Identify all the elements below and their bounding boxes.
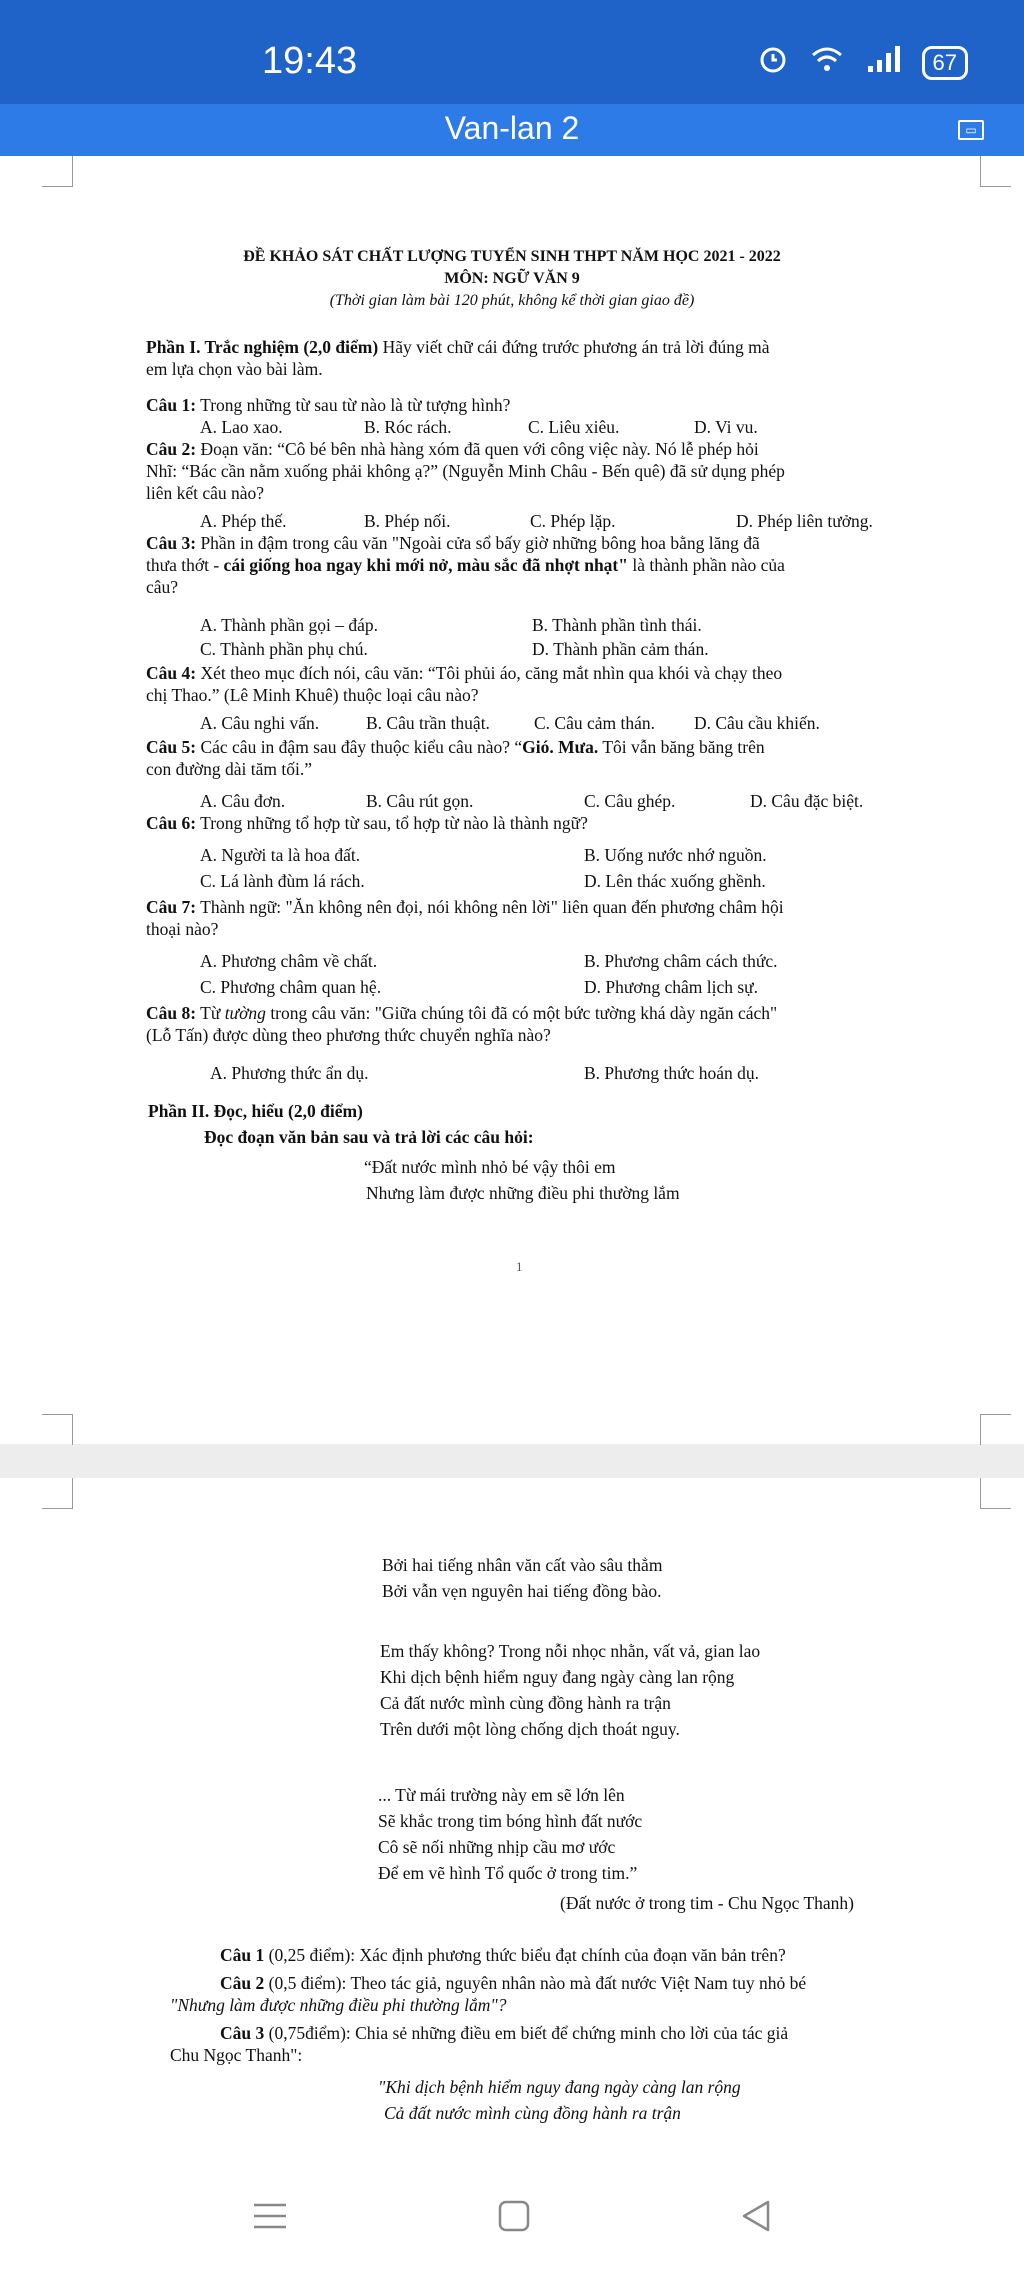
question-text: Đoạn văn: “Cô bé bên nhà hàng xóm đã quen với công việc này. Nó lễ phép hỏi xyxy=(196,439,759,459)
question-2-line3: liên kết câu nào? xyxy=(146,483,265,503)
q4-option-b: B. Câu trần thuật. xyxy=(366,713,490,733)
alarm-icon xyxy=(758,44,788,82)
quote-line: "Khi dịch bệnh hiểm nguy đang ngày càng lan rộng xyxy=(378,2077,741,2097)
reading-question-2 xyxy=(220,1972,806,1994)
quote-line: Cả đất nước mình cùng đồng hành ra trận xyxy=(384,2103,681,2123)
document-title: Van-lan 2 xyxy=(444,110,580,146)
poem-line: Cô sẽ nối những nhịp cầu mơ ước xyxy=(378,1837,616,1857)
q1-option-c: C. Liêu xiêu. xyxy=(528,417,620,437)
home-icon[interactable] xyxy=(494,2196,534,2241)
question-label: Câu 6: xyxy=(146,813,197,833)
question-label: Câu 2: xyxy=(146,439,197,459)
crop-mark xyxy=(42,1414,73,1445)
part1-instruction-text: Hãy viết chữ cái đứng trước phương án trả lời đúng mà xyxy=(378,337,770,357)
reading-question-2-line2: "Nhưng làm được những điều phi thường lắm"? xyxy=(170,1995,507,2015)
q2-option-a: A. Phép thế. xyxy=(200,511,287,531)
part2-heading: Phần II. Đọc, hiểu (2,0 điểm) xyxy=(148,1101,363,1121)
question-3 xyxy=(146,532,760,554)
q5-option-a: A. Câu đơn. xyxy=(200,791,286,811)
wifi-icon xyxy=(810,44,844,82)
question-label: Câu 7: xyxy=(146,897,197,917)
question-label: Câu 3 xyxy=(220,2023,265,2043)
q1-option-d: D. Vi vu. xyxy=(694,417,758,437)
exam-subject: MÔN: NGỮ VĂN 9 xyxy=(444,270,580,287)
part1-instruction-line2: em lựa chọn vào bài làm. xyxy=(146,359,323,379)
poem-line: Khi dịch bệnh hiểm nguy đang ngày càng lan rộng xyxy=(380,1667,735,1687)
question-label: Câu 1: xyxy=(146,395,197,415)
bold-phrase: Gió. Mưa. xyxy=(522,737,599,757)
status-icons xyxy=(758,44,968,82)
crop-mark xyxy=(980,1478,1011,1509)
poem-line: Nhưng làm được những điều phi thường lắm xyxy=(366,1183,680,1203)
poem-line: Cả đất nước mình cùng đồng hành ra trận xyxy=(380,1693,671,1713)
question-4 xyxy=(146,662,782,684)
question-2-line2: Nhĩ: “Bác cần nằm xuống phải không ạ?” (Nguyễn Minh Châu - Bến quê) đã sử dụng phép xyxy=(146,461,785,481)
battery-icon: 67 xyxy=(922,46,968,80)
q3-option-d: D. Thành phần cảm thán. xyxy=(532,639,709,659)
exam-duration: (Thời gian làm bài 120 phút, không kể thời gian giao đề) xyxy=(329,292,695,309)
crop-mark xyxy=(980,1414,1011,1445)
q1-option-b: B. Róc rách. xyxy=(364,417,452,437)
document-page-1[interactable] xyxy=(0,156,1024,1444)
question-1 xyxy=(146,394,510,416)
question-4-line2: chị Thao.” (Lê Minh Khuê) thuộc loại câu nào? xyxy=(146,685,479,705)
question-3-line2 xyxy=(146,554,785,576)
status-bar xyxy=(0,0,1024,104)
reading-question-1 xyxy=(220,1944,786,1966)
q1-option-a: A. Lao xao. xyxy=(200,417,283,437)
question-label: Câu 3: xyxy=(146,533,197,553)
italic-word: tường xyxy=(224,1003,266,1023)
question-text: Trong những từ sau từ nào là từ tượng hình? xyxy=(196,395,511,415)
question-text: (0,75điểm): Chia sẻ những điều em biết để chứng minh cho lời của tác giả xyxy=(264,2023,789,2043)
poem-line: Em thấy không? Trong nỗi nhọc nhằn, vất vả, gian lao xyxy=(380,1641,761,1661)
question-text: Từ xyxy=(196,1003,225,1023)
page-number: 1 xyxy=(516,1259,523,1274)
question-text: là thành phần nào của xyxy=(627,555,785,575)
poem-line: Để em vẽ hình Tổ quốc ở trong tim.” xyxy=(378,1863,638,1883)
q3-option-b: B. Thành phần tình thái. xyxy=(532,615,702,635)
back-icon[interactable] xyxy=(736,2196,776,2241)
question-7 xyxy=(146,896,784,918)
crop-mark xyxy=(980,156,1011,187)
clock: 19:43 xyxy=(262,40,358,82)
question-text: Trong những tổ hợp từ sau, tổ hợp từ nào là thành ngữ? xyxy=(196,813,588,833)
crop-mark xyxy=(42,1478,73,1509)
q5-option-c: C. Câu ghép. xyxy=(584,791,676,811)
reading-mode-icon[interactable]: ▭ xyxy=(958,120,984,140)
question-7-line2: thoại nào? xyxy=(146,919,219,939)
q2-option-d: D. Phép liên tưởng. xyxy=(736,511,873,531)
q5-option-b: B. Câu rút gọn. xyxy=(366,791,474,811)
q7-option-a: A. Phương châm về chất. xyxy=(200,951,378,971)
part1-heading: Phần I. Trắc nghiệm (2,0 điểm) xyxy=(146,337,379,357)
poem-line: ... Từ mái trường này em sẽ lớn lên xyxy=(378,1785,625,1805)
q7-option-c: C. Phương châm quan hệ. xyxy=(200,977,382,997)
q7-option-b: B. Phương châm cách thức. xyxy=(584,951,778,971)
exam-title: ĐỀ KHẢO SÁT CHẤT LƯỢNG TUYỂN SINH THPT NĂM HỌC 2021 - 2022 xyxy=(243,248,781,265)
question-text: (0,5 điểm): Theo tác giả, nguyên nhân nào mà đất nước Việt Nam tuy nhỏ bé xyxy=(264,1973,807,1993)
part1-instruction xyxy=(146,336,770,358)
part2-instruction: Đọc đoạn văn bản sau và trả lời các câu hỏi: xyxy=(204,1127,534,1147)
app-bar xyxy=(0,104,1024,156)
q6-option-b: B. Uống nước nhớ nguồn. xyxy=(584,845,767,865)
q2-option-b: B. Phép nối. xyxy=(364,511,451,531)
question-label: Câu 2 xyxy=(220,1973,265,1993)
question-2 xyxy=(146,438,759,460)
navigation-bar xyxy=(0,2178,1024,2274)
question-6 xyxy=(146,812,588,834)
question-5-line2: con đường dài tăm tối.” xyxy=(146,759,312,779)
q6-option-c: C. Lá lành đùm lá rách. xyxy=(200,871,365,891)
q6-option-d: D. Lên thác xuống ghềnh. xyxy=(584,871,766,891)
question-text: trong câu văn: "Giữa chúng tôi đã có một bức tường khá dày ngăn cách" xyxy=(265,1003,778,1023)
question-label: Câu 8: xyxy=(146,1003,197,1023)
q8-option-a: A. Phương thức ẩn dụ. xyxy=(210,1063,369,1083)
question-label: Câu 4: xyxy=(146,663,197,683)
question-text: Các câu in đậm sau đây thuộc kiểu câu nào? “ xyxy=(196,737,523,757)
poem-line: Sẽ khắc trong tim bóng hình đất nước xyxy=(378,1811,643,1831)
poem-line: Bởi vẫn vẹn nguyên hai tiếng đồng bào. xyxy=(382,1581,662,1601)
question-text: Phần in đậm trong câu văn "Ngoài cửa sổ bấy giờ những bông hoa bằng lăng đã xyxy=(196,533,760,553)
q7-option-d: D. Phương châm lịch sự. xyxy=(584,977,759,997)
question-label: Câu 1 xyxy=(220,1945,265,1965)
q6-option-a: A. Người ta là hoa đất. xyxy=(200,845,361,865)
q4-option-d: D. Câu cầu khiến. xyxy=(694,713,820,733)
reading-question-3-line2: Chu Ngọc Thanh": xyxy=(170,2045,303,2065)
q8-option-b: B. Phương thức hoán dụ. xyxy=(584,1063,760,1083)
reading-question-3 xyxy=(220,2022,788,2044)
question-8-line2: (Lỗ Tấn) được dùng theo phương thức chuyển nghĩa nào? xyxy=(146,1025,551,1045)
question-8 xyxy=(146,1002,777,1024)
document-page-2[interactable] xyxy=(0,1478,1024,2178)
question-5 xyxy=(146,736,765,758)
question-label: Câu 5: xyxy=(146,737,197,757)
question-text: Xét theo mục đích nói, câu văn: “Tôi phủi áo, căng mắt nhìn qua khói và chạy theo xyxy=(196,663,783,683)
poem-line: Trên dưới một lòng chống dịch thoát nguy. xyxy=(380,1719,680,1739)
crop-mark xyxy=(42,156,73,187)
q3-option-a: A. Thành phần gọi – đáp. xyxy=(200,615,379,635)
menu-icon[interactable] xyxy=(250,2196,290,2241)
q2-option-c: C. Phép lặp. xyxy=(530,511,616,531)
q4-option-c: C. Câu cảm thán. xyxy=(534,713,656,733)
question-text: (0,25 điểm): Xác định phương thức biểu đạt chính của đoạn văn bản trên? xyxy=(264,1945,786,1965)
poem-line: “Đất nước mình nhỏ bé vậy thôi em xyxy=(364,1157,616,1177)
q3-option-c: C. Thành phần phụ chú. xyxy=(200,639,368,659)
poem-source: (Đất nước ở trong tim - Chu Ngọc Thanh) xyxy=(560,1893,855,1913)
question-text: thưa thớt - xyxy=(146,555,224,575)
signal-icon xyxy=(866,44,900,82)
bold-phrase: cái giống hoa ngay khi mới nở, màu sắc đã nhợt nhạt" xyxy=(223,555,628,575)
question-3-line3: câu? xyxy=(146,577,179,597)
q5-option-d: D. Câu đặc biệt. xyxy=(750,791,864,811)
question-text: Tôi vẫn băng băng trên xyxy=(598,737,765,757)
poem-line: Bởi hai tiếng nhân văn cất vào sâu thẳm xyxy=(382,1555,663,1575)
q4-option-a: A. Câu nghi vấn. xyxy=(200,713,320,733)
question-text: Thành ngữ: "Ăn không nên đọi, nói không nên lời" liên quan đến phương châm hội xyxy=(196,897,784,917)
